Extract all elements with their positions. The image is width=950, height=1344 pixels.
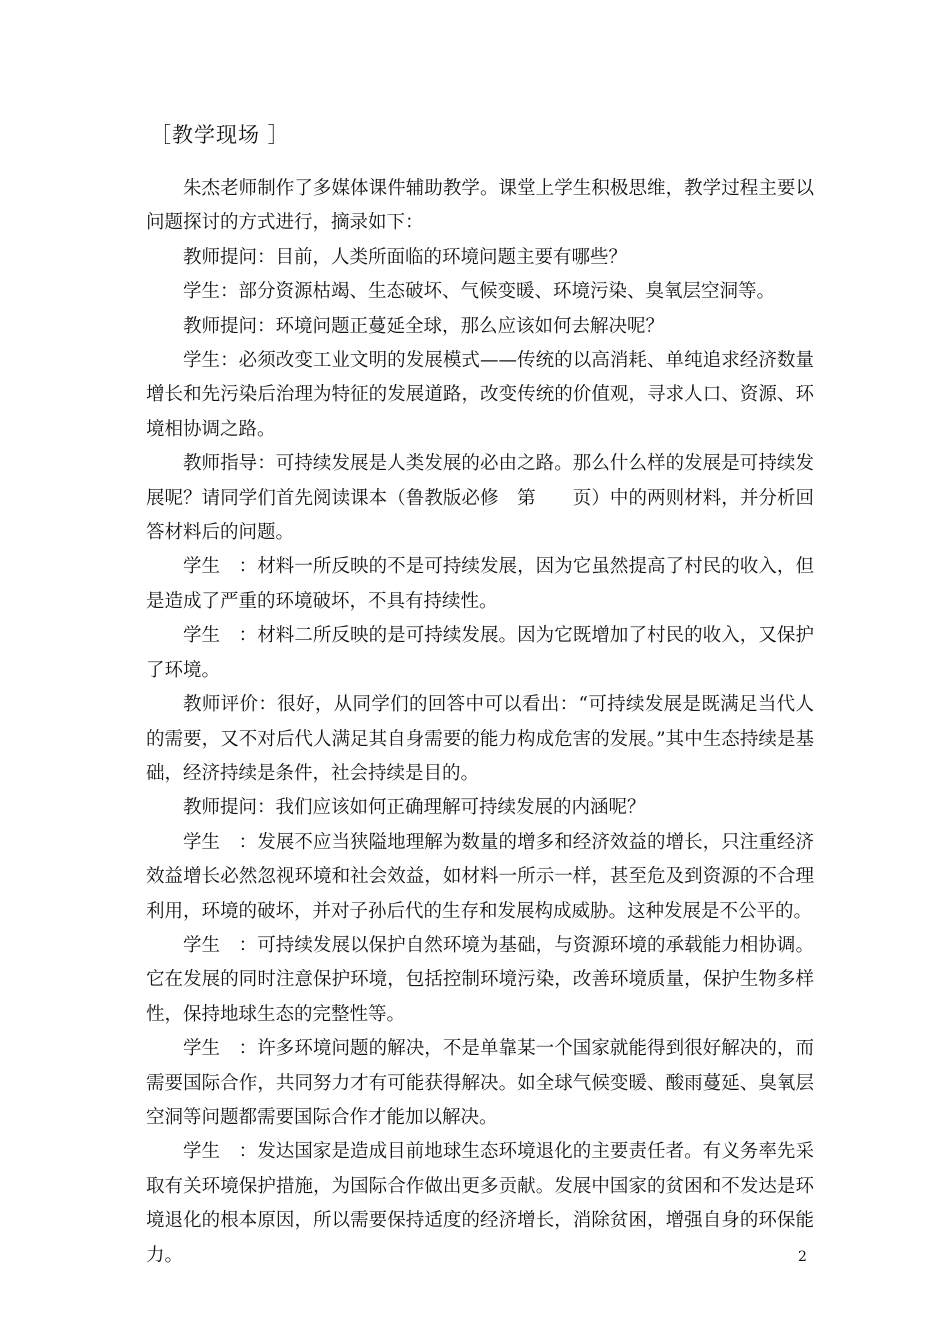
paragraph-student-answer-2: 学生：必须改变工业文明的发展模式——传统的以高消耗、单纯追求经济数量增长和先污染后治理为特征的发展道路，改变传统的价值观，寻求人口、资源、环境相协调之路。 [146,350,814,440]
paragraph-teacher-guidance: 教师指导：可持续发展是人类发展的必由之路。那么什么样的发展是可持续发展呢？请同学们首先阅读课本（鲁教版必修 第 页）中的两则材料，并分析回答材料后的问题。 [146,453,814,544]
page-number: 2 [798,1249,807,1265]
paragraph-student-answer-3: 学生 ：发展不应当狭隘地理解为数量的增多和经济效益的增长，只注重经济效益增长必然忽视环境和社会效益，如材料一所示一样，甚至危及到资源的不合理利用，环境的破坏，并对子孙后代的生存和发展构成威胁。这种发展是不公平的。 [146,831,814,922]
body-text [146,172,814,1273]
paragraph-student-answer-5: 学生 ：许多环境问题的解决，不是单靠某一个国家就能得到很好解决的，而需要国际合作，共同努力才有可能获得解决。如全球气候变暖、酸雨蔓延、臭氧层空洞等问题都需要国际合作才能加以解决。 [146,1038,814,1128]
section-title: ［教学现场 ］ [150,123,290,147]
paragraph-student-material-2: 学生 ：材料二所反映的是可持续发展。因为它既增加了村民的收入，又保护了环境。 [146,625,814,681]
paragraph-intro: 朱杰老师制作了多媒体课件辅助教学。课堂上学生积极思维，教学过程主要以问题探讨的方式进行，摘录如下： [146,178,814,234]
paragraph-student-answer-1: 学生：部分资源枯竭、生态破坏、气候变暖、环境污染、臭氧层空洞等。 [183,281,776,303]
paragraph-teacher-question-2: 教师提问：环境问题正蔓延全球，那么应该如何去解决呢？ [183,315,665,337]
paragraph-teacher-question-3: 教师提问：我们应该如何正确理解可持续发展的内涵呢？ [183,797,646,819]
paragraph-teacher-evaluation: 教师评价：很好，从同学们的回答中可以看出：“可持续发展是既满足当代人的需要，又不对后代人满足其自身需要的能力构成危害的发展。”其中生态持续是基础，经济持续是条件，社会持续是目的。 [146,694,814,784]
paragraph-student-answer-6: 学生 ：发达国家是造成目前地球生态环境退化的主要责任者。有义务率先采取有关环境保护措施，为国际合作做出更多贡献。发展中国家的贫困和不发达是环境退化的根本原因，所以需要保持适度的经济增长，消除贫困，增强自身的环保能力。 [146,1141,814,1266]
paragraph-teacher-question-1: 教师提问：目前，人类所面临的环境问题主要有哪些？ [183,246,628,268]
paragraph-student-answer-4: 学生 ：可持续发展以保护自然环境为基础，与资源环境的承载能力相协调。它在发展的同时注意保护环境，包括控制环境污染，改善环境质量，保护生物多样性，保持地球生态的完整性等。 [146,934,814,1025]
paragraph-student-material-1: 学生 ：材料一所反映的不是可持续发展，因为它虽然提高了村民的收入，但是造成了严重的环境破坏，不具有持续性。 [146,556,814,612]
